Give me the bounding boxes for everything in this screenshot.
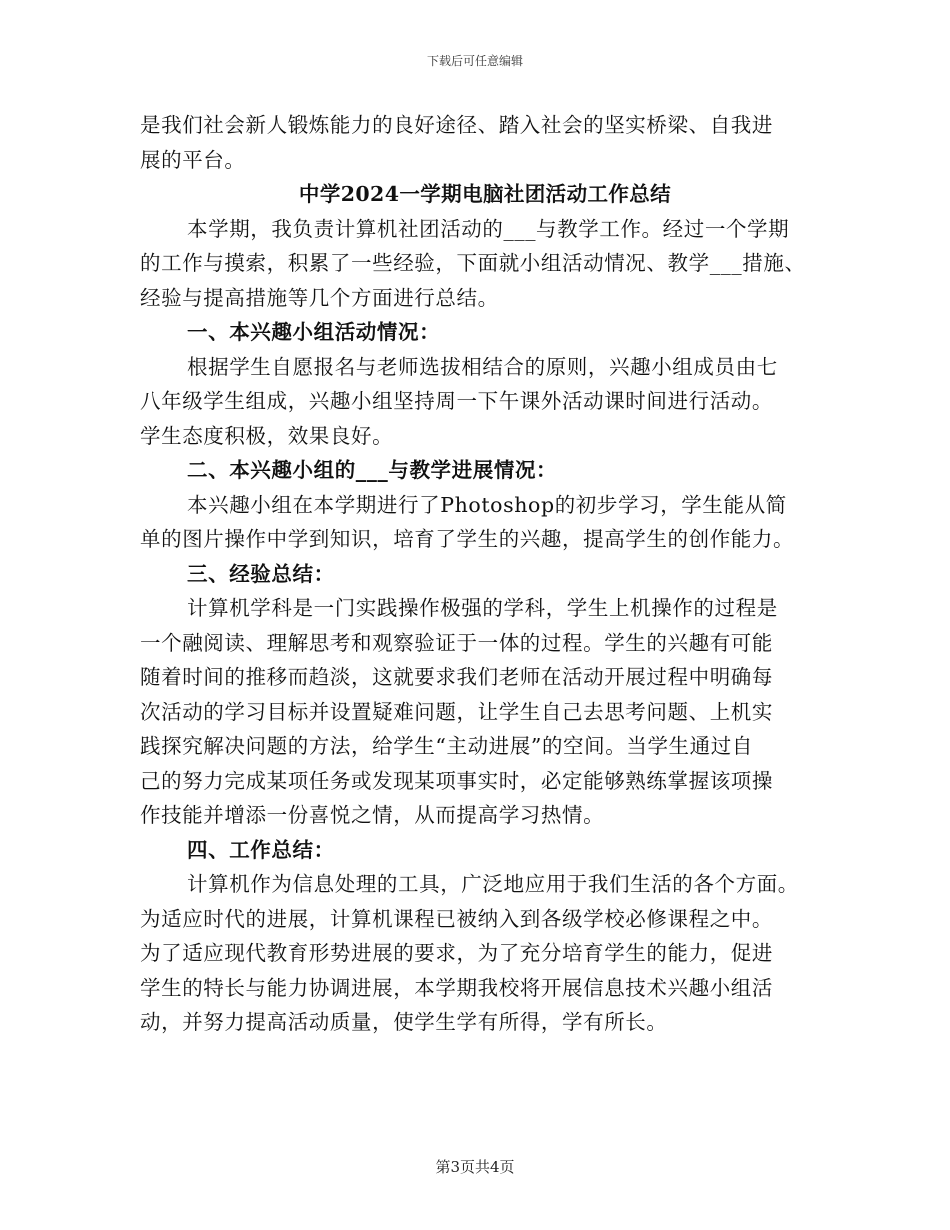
opening-line: 经验与提高措施等几个方面进行总结。 — [140, 285, 499, 310]
section-line: 学生态度积极，效果良好。 — [140, 423, 394, 448]
document-title: 中学2024一学期电脑社团活动工作总结 — [298, 182, 672, 206]
section-heading: 二、本兴趣小组的___与教学进展情况： — [187, 458, 558, 482]
section-line: 学生的特长与能力协调进展，本学期我校将开展信息技术兴趣小组活 — [140, 975, 773, 1000]
section-line: 为了适应现代教育形势进展的要求，为了充分培育学生的能力，促进 — [140, 941, 773, 965]
section-line: 计算机学科是一门实践操作极强的学科，学生上机操作的过程是 — [187, 596, 778, 620]
section-heading: 四、工作总结： — [187, 837, 335, 862]
section-line: 随着时间的推移而趋淡，这就要求我们老师在活动开展过程中明确每 — [140, 665, 773, 689]
section-line: 计算机作为信息处理的工具，广泛地应用于我们生活的各个方面。 — [187, 872, 799, 896]
section-line: 践探究解决问题的方法，给学生“主动进展”的空间。当学生通过自 — [140, 734, 753, 758]
section-line: 八年级学生组成，兴趣小组坚持周一下午课外活动课时间进行活动。 — [140, 389, 773, 413]
page-header: 下载后可任意编辑 — [426, 54, 523, 68]
section-line: 单的图片操作中学到知识，培育了学生的兴趣，提高学生的创作能力。 — [140, 527, 795, 551]
section-heading: 一、本兴趣小组活动情况： — [187, 320, 441, 344]
page-number: 第3页共4页 — [435, 1158, 515, 1176]
opening-line: 本学期，我负责计算机社团活动的___与教学工作。经过一个学期 — [187, 216, 790, 241]
section-line: 根据学生自愿报名与老师选拔相结合的原则，兴趣小组成员由七 — [187, 354, 778, 379]
document-body — [140, 108, 830, 1040]
section-line: 作技能并增添一份喜悦之情，从而提高学习热情。 — [140, 803, 605, 827]
section-line: 一个融阅读、理解思考和观察验证于一体的过程。学生的兴趣有可能 — [140, 630, 773, 655]
section-line: 动，并努力提高活动质量，使学生学有所得，学有所长。 — [140, 1010, 668, 1034]
intro-line: 是我们社会新人锻炼能力的良好途径、踏入社会的坚实桥梁、自我进 — [140, 113, 773, 137]
section-line: 次活动的学习目标并设置疑难问题，让学生自己去思考问题、上机实 — [140, 699, 773, 724]
opening-line: 的工作与摸索，积累了一些经验，下面就小组活动情况、教学___措施、 — [140, 251, 806, 275]
intro-line: 展的平台。 — [140, 147, 246, 172]
section-line: 为适应时代的进展，计算机课程已被纳入到各级学校必修课程之中。 — [140, 906, 773, 931]
section-line: 己的努力完成某项任务或发现某项事实时，必定能够熟练掌握该项操 — [140, 768, 773, 793]
section-heading: 三、经验总结： — [187, 561, 335, 586]
section-line: 本兴趣小组在本学期进行了Photoshop的初步学习，学生能从简 — [187, 492, 787, 517]
